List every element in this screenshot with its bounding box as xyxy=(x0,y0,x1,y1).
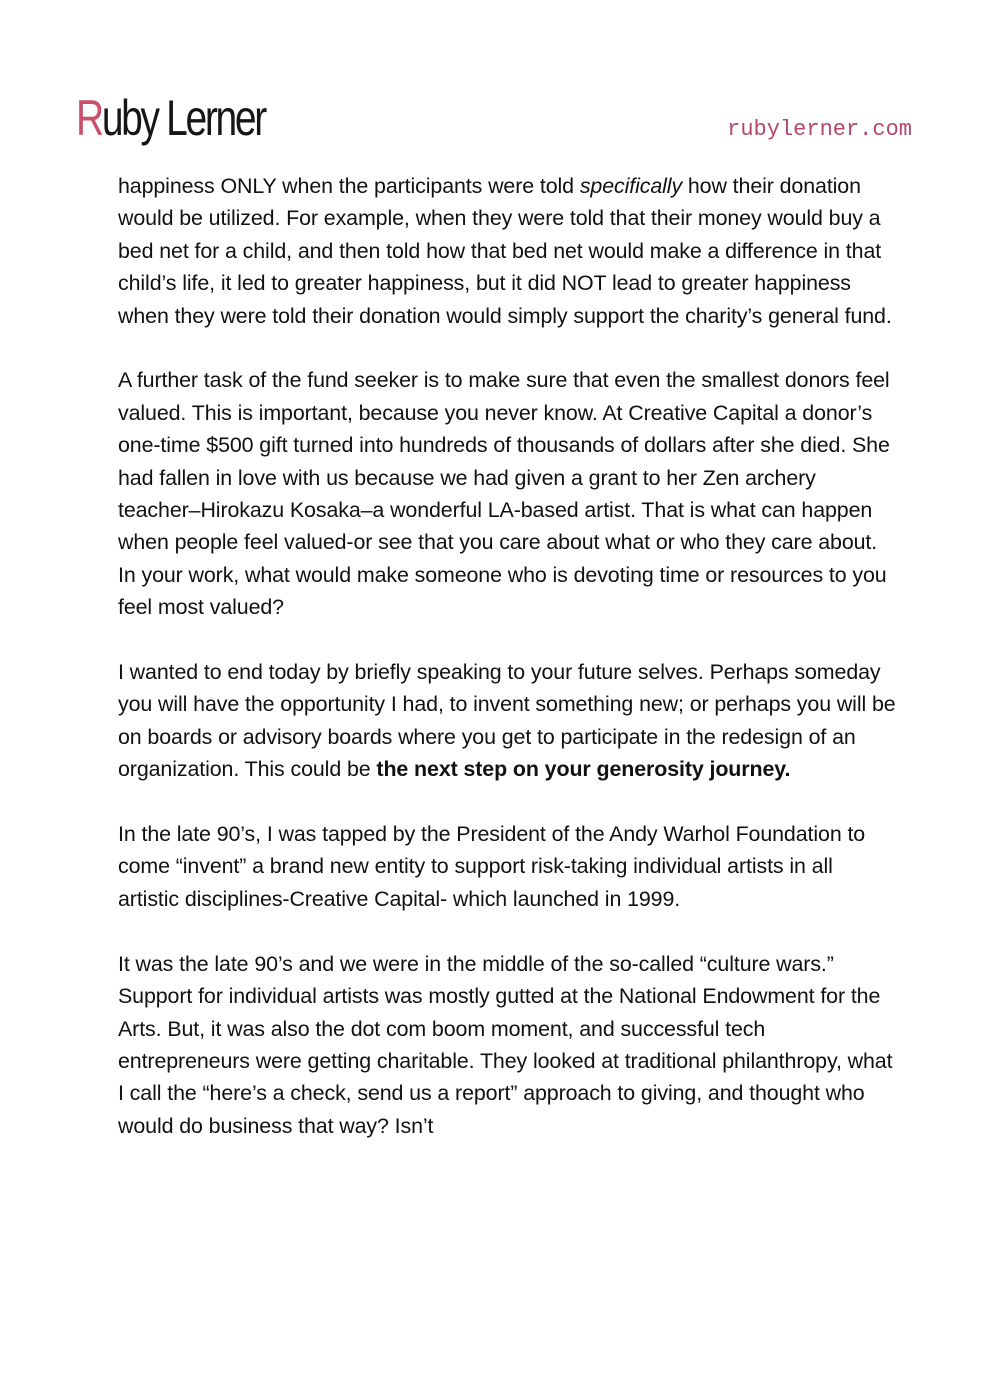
paragraph-1-text-b: how their donation would be utilized. For example, when they were told that their money would buy a bed net for a child, and then told how that bed net would make a difference in that child’s life, it led to greater happiness, but it did NOT lead to greater happiness when they were told their donation would simply support the charity’s general fund. xyxy=(118,174,892,328)
logo-initial: R xyxy=(76,90,102,146)
paragraph-2: A further task of the fund seeker is to make sure that even the smallest donors feel valued. This is important, because you never know. At Creative Capital a donor’s one-time $500 gift turned into hundreds of thousands of dollars after she died. She had fallen in love with us because we had given a grant to her Zen archery teacher–Hirokazu Kosaka–a wonderful LA-based artist. That is what can happen when people feel valued-or see that you care about what or who they care about. In your work, what would make someone who is devoting time or resources to you feel most valued? xyxy=(118,368,890,620)
paragraph-1 xyxy=(118,170,898,332)
paragraph-3 xyxy=(118,656,898,786)
document-body xyxy=(118,170,898,1175)
paragraph-3-text: I wanted to end today by briefly speaking to your future selves. Perhaps someday you will have the opportunity I had, to invent something new; or perhaps you will be on boards or advisory boards where you get to participate in the redesign of an organization. This could be xyxy=(118,660,896,782)
logo-name: uby Lerner xyxy=(101,90,265,146)
paragraph-4: In the late 90’s, I was tapped by the President of the Andy Warhol Foundation to come “invent” a brand new entity to support risk-taking individual artists in all artistic disciplines-Creative Capital- which launched in 1999. xyxy=(118,822,866,911)
page-header xyxy=(0,0,1000,170)
paragraph-1-emphasis: specifically xyxy=(579,174,683,198)
paragraph-5: It was the late 90’s and we were in the middle of the so-called “culture wars.” Support for individual artists was mostly gutted at the National Endowment for the Arts. But, it was also the dot com boom moment, and successful tech entrepreneurs were getting charitable. They looked at traditional philanthropy, what I call the “here’s a check, send us a report” approach to giving, and thought who would do business that way? Isn’t xyxy=(118,951,893,1138)
paragraph-3-bold: the next step on your generosity journey. xyxy=(376,757,791,782)
site-url-link[interactable]: rubylerner.com xyxy=(727,117,912,142)
site-logo[interactable] xyxy=(76,88,265,148)
paragraph-1-text-a: happiness ONLY when the participants were told xyxy=(118,174,580,198)
